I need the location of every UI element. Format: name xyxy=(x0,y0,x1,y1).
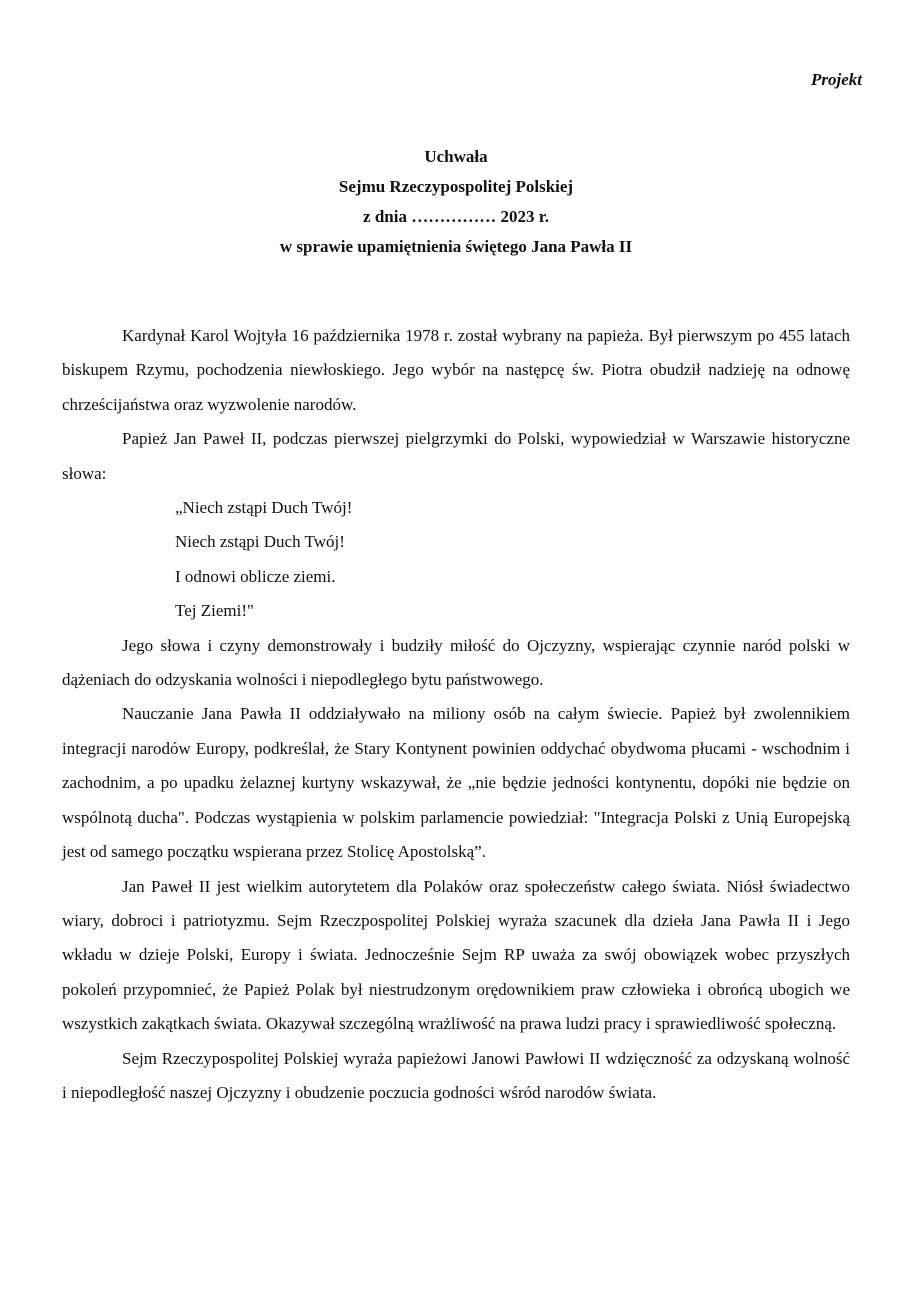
issuing-body: Sejmu Rzeczypospolitej Polskiej xyxy=(338,177,574,196)
quote-line: Niech zstąpi Duch Twój! xyxy=(175,532,345,552)
paragraph: Papież Jan Paweł II, podczas pierwszej pielgrzymki do Polski, wypowiedział w Warszawie historyczne słowa: xyxy=(62,429,850,483)
quote-line: I odnowi oblicze ziemi. xyxy=(175,566,336,586)
resolution-title: Uchwała xyxy=(424,147,488,166)
paragraph: Sejm Rzeczypospolitej Polskiej wyraża papieżowi Janowi Pawłowi II wdzięczność za odzyskaną wolność i niepodległość naszej Ojczyzny i obudzenie poczucia godności wśród narodów świata. xyxy=(62,1048,850,1102)
quote-line: „Niech zstąpi Duch Twój! xyxy=(175,498,353,518)
paragraph: Kardynał Karol Wojtyła 16 października 1978 r. został wybrany na papieża. Był pierwszym po 455 latach biskupem Rzymu, pochodzenia niewłoskiego. Jego wybór na następcę św. Piotra obudził nadzieję na odnowę chrześcijaństwa oraz wyzwolenie narodów. xyxy=(62,326,850,414)
paragraph: Nauczanie Jana Pawła II oddziaływało na miliony osób na całym świecie. Papież był zwolennikiem integracji narodów Europy, podkreślał, że Stary Kontynent powinien oddychać obydwoma płucami - wschodnim i zachodnim, a po upadku żelaznej kurtyny wskazywał, że „nie będzie jedności kontynentu, dopóki nie będzie on wspólnotą ducha". Podczas wystąpienia w polskim parlamencie powiedział: "Integracja Polski z Unią Europejską jest od samego początku wspierana przez Stolicę Apostolską”. xyxy=(62,704,850,862)
resolution-header xyxy=(60,142,852,262)
paragraph: Jan Paweł II jest wielkim autorytetem dla Polaków oraz społeczeństw całego świata. Niósł świadectwo wiary, dobroci i patriotyzmu. Sejm Rzeczpospolitej Polskiej wyraża szacunek dla dzieła Jana Pawła II i Jego wkładu w dzieje Polski, Europy i świata. Jednocześnie Sejm RP uważa za swój obowiązek wobec przyszłych pokoleń przypomnieć, że Papież Polak był niestrudzonym orędownikiem praw człowieka i obrońcą ubogich we wszystkich zakątkach świata. Okazywał szczególną wrażliwość na prawa ludzi pracy i sprawiedliwość społeczną. xyxy=(62,876,850,1034)
paragraph: Jego słowa i czyny demonstrowały i budziły miłość do Ojczyzny, wspierając czynnie naród polski w dążeniach do odzyskania wolności i niepodległego bytu państwowego. xyxy=(62,635,850,690)
resolution-date: z dnia …………… 2023 r. xyxy=(363,207,549,226)
draft-stamp: Projekt xyxy=(811,70,862,89)
resolution-subject: w sprawie upamiętnienia świętego Jana Pawła II xyxy=(279,237,633,256)
quotation-block xyxy=(62,491,850,629)
quote-line: Tej Ziemi!" xyxy=(175,601,254,621)
document-body xyxy=(62,319,850,1110)
